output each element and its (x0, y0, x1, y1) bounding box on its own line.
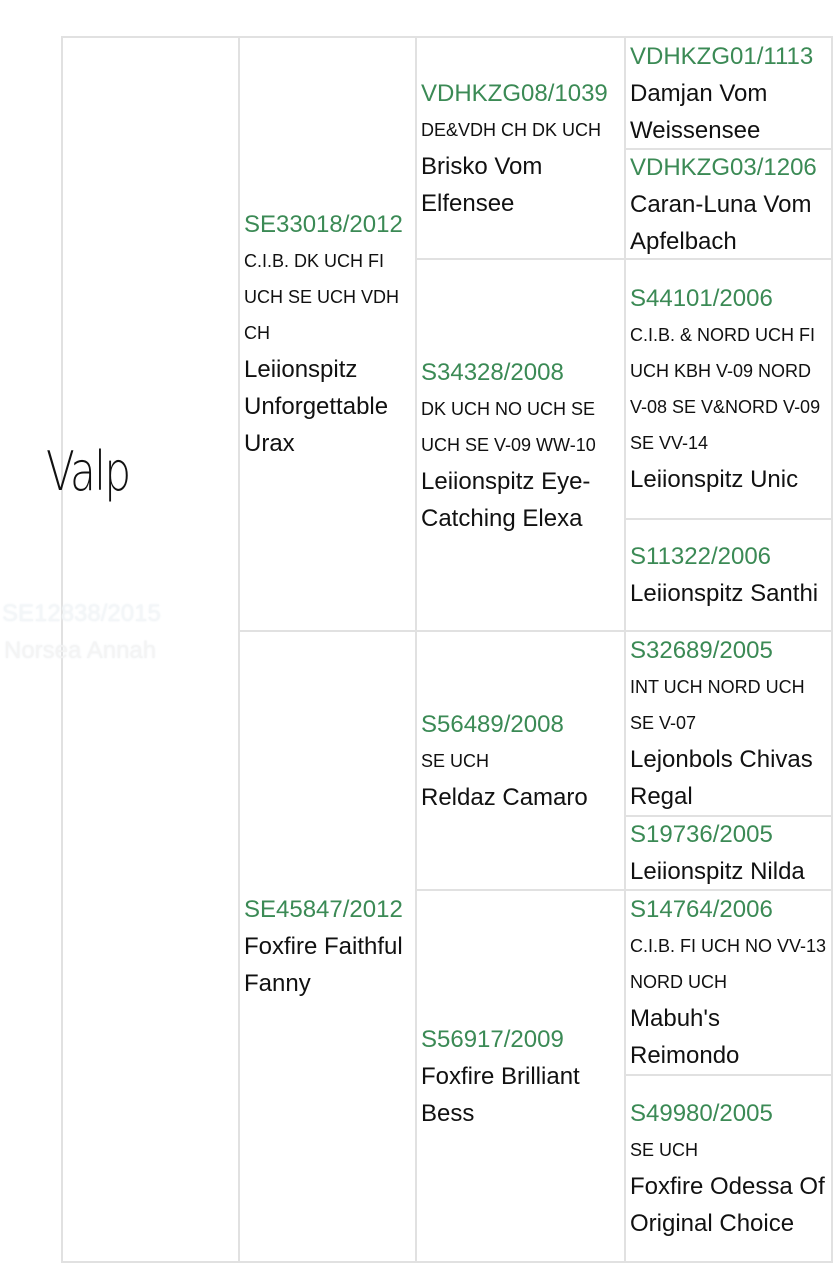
ds-name: Reldaz Camaro (421, 783, 588, 811)
pedigree-cell-sss (624, 36, 833, 150)
dam-reg[interactable]: SE45847/2012 (244, 896, 403, 923)
sss-name: Damjan Vom Weissensee (630, 79, 768, 144)
pedigree-cell-ds (415, 630, 626, 891)
ds-reg[interactable]: S56489/2008 (421, 710, 564, 738)
dds-title: C.I.B. FI UCH NO VV-13 NORD UCH (630, 936, 827, 992)
dds-reg[interactable]: S14764/2006 (630, 896, 773, 923)
pedigree-cell-dds (624, 889, 833, 1076)
sd-name: Leiionspitz Eye-Catching Elexa (421, 467, 591, 532)
ddd-title: SE UCH (630, 1140, 699, 1160)
ssd-reg[interactable]: VDHKZG03/1206 (630, 153, 817, 181)
dsd-name: Leiionspitz Nilda (630, 858, 805, 885)
sds-title: C.I.B. & NORD UCH FI UCH KBH V-09 NORD V-08 SE V&NORD V-09 SE VV-14 (630, 325, 821, 453)
pedigree-cell-ssd (624, 148, 833, 260)
sire-name: Leiionspitz Unforgettable Urax (244, 356, 389, 457)
overlay-mask (178, 560, 236, 640)
ddd-name: Foxfire Odessa Of Original Choice (630, 1173, 825, 1237)
offspring-label: Valp (46, 440, 130, 503)
pedigree-cell-sd (415, 258, 626, 632)
dsd-reg[interactable]: S19736/2005 (630, 821, 773, 848)
offspring-faded-text (0, 595, 176, 670)
pedigree-cell-dam (238, 630, 417, 1263)
pedigree-cell-sire (238, 36, 417, 632)
ss-name: Brisko Vom Elfensee (421, 152, 543, 217)
sire-reg[interactable]: SE33018/2012 (244, 211, 403, 238)
dss-reg[interactable]: S32689/2005 (630, 637, 773, 664)
ds-title: SE UCH (421, 750, 490, 771)
dss-name: Lejonbols Chivas Regal (630, 746, 813, 810)
sdd-reg[interactable]: S11322/2006 (630, 543, 772, 570)
ss-reg[interactable]: VDHKZG08/1039 (421, 79, 608, 107)
pedigree-cell-ss (415, 36, 626, 260)
sire-title: C.I.B. DK UCH FI UCH SE UCH VDH CH (244, 251, 400, 343)
sd-reg[interactable]: S34328/2008 (421, 358, 564, 386)
dds-name: Mabuh's Reimondo (630, 1005, 740, 1069)
pedigree-cell-sds (624, 258, 833, 520)
sd-title: DK UCH NO UCH SE UCH SE V-09 WW-10 (421, 398, 596, 455)
ss-title: DE&VDH CH DK UCH (421, 119, 602, 140)
dam-name: Foxfire Faithful Fanny (244, 933, 403, 997)
offspring-name: Norsea Annah (4, 637, 157, 664)
ddd-reg[interactable]: S49980/2005 (630, 1100, 773, 1127)
dss-title: INT UCH NORD UCH SE V-07 (630, 677, 805, 733)
pedigree-cell-dd (415, 889, 626, 1263)
sds-reg[interactable]: S44101/2006 (630, 285, 773, 312)
pedigree-cell-dsd (624, 815, 833, 891)
dd-name: Foxfire Brilliant Bess (421, 1062, 580, 1127)
offspring-reg[interactable]: SE12838/2015 (2, 600, 161, 627)
sdd-name: Leiionspitz Santhi (630, 580, 819, 607)
pedigree-cell-ddd (624, 1074, 833, 1263)
pedigree-cell-dss (624, 630, 833, 817)
pedigree-cell-sdd (624, 518, 833, 632)
sss-reg[interactable]: VDHKZG01/1113 (630, 42, 814, 70)
sds-name: Leiionspitz Unic (630, 466, 799, 493)
ssd-name: Caran-Luna Vom Apfelbach (630, 190, 812, 255)
dd-reg[interactable]: S56917/2009 (421, 1025, 564, 1053)
